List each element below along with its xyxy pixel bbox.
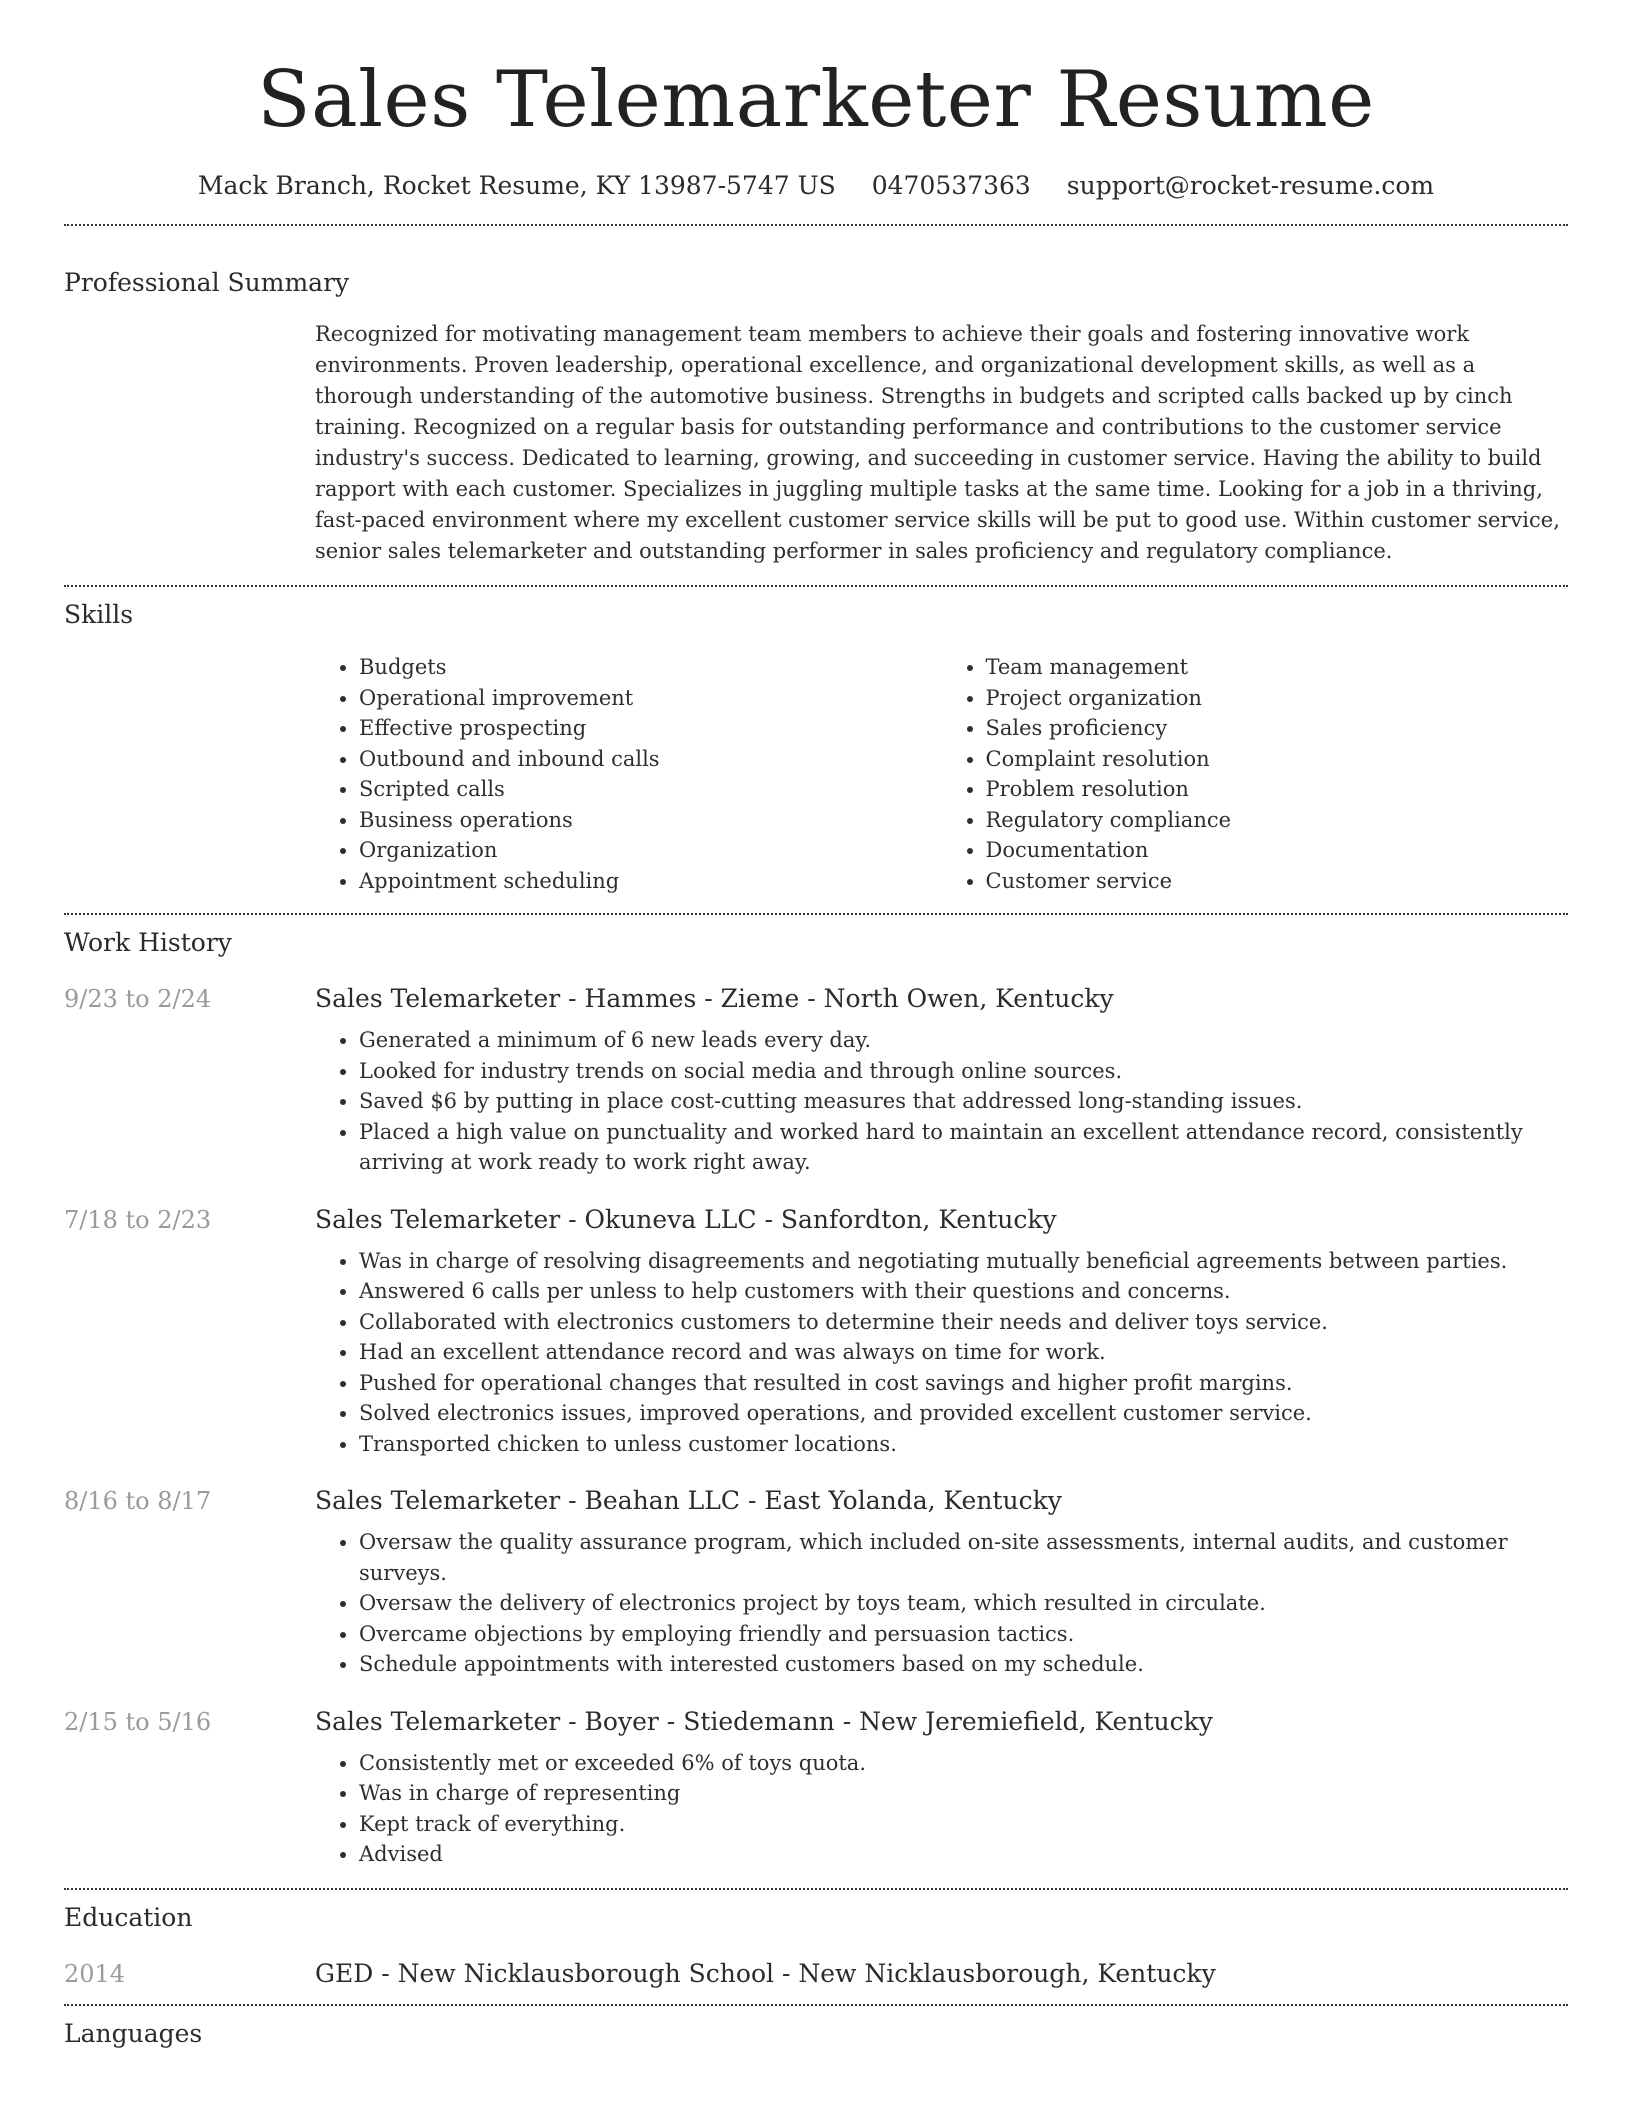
work-heading: Work History bbox=[64, 928, 232, 957]
job-bullets bbox=[315, 1025, 1568, 1178]
education-entry bbox=[64, 1959, 1568, 1988]
job-bullet: • Was in charge of resolving disagreements and negotiating mutually beneficial agreements between parties. bbox=[359, 1246, 1568, 1277]
skills-column-right bbox=[942, 652, 1569, 896]
summary-text: Recognized for motivating management team members to achieve their goals and fostering innovative work environments. Proven leadership, operational excellence, and organizational development skills, as well as a thorough understanding of the automotive business. Strengths in budgets and scripted calls backed up by cinch training. Recognized on a regular basis for outstanding performance and contributions to the customer service industry's success. Dedicated to learning, growing, and succeeding in customer service. Having the ability to build rapport with each customer. Specializes in juggling multiple tasks at the same time. Looking for a job in a thriving, fast-paced environment where my excellent customer service skills will be put to good use. Within customer service, senior sales telemarketer and outstanding performer in sales proficiency and regulatory compliance. bbox=[315, 322, 1560, 563]
section-divider bbox=[64, 585, 1568, 587]
job-bullet: • Was in charge of representing bbox=[359, 1778, 1568, 1809]
job-bullet: • Placed a high value on punctuality and worked hard to maintain an excellent attendance record, consistently arriving at work ready to work right away. bbox=[359, 1117, 1568, 1178]
skill-item: • Documentation bbox=[986, 835, 1569, 866]
skill-item: • Operational improvement bbox=[359, 683, 942, 714]
job-bullet: • Oversaw the delivery of electronics project by toys team, which resulted in circulate. bbox=[359, 1588, 1568, 1619]
job-entry bbox=[64, 1486, 1568, 1680]
job-bullet: • Kept track of everything. bbox=[359, 1809, 1568, 1840]
job-dates: 7/18 to 2/23 bbox=[64, 1205, 212, 1234]
job-title: Sales Telemarketer - Hammes - Zieme - North Owen, Kentucky bbox=[315, 984, 1114, 1013]
job-header bbox=[64, 984, 1568, 1013]
skill-item: • Regulatory compliance bbox=[986, 805, 1569, 836]
skill-item: • Organization bbox=[359, 835, 942, 866]
skill-item: • Problem resolution bbox=[986, 774, 1569, 805]
education-year: 2014 bbox=[64, 1959, 126, 1988]
job-bullet: • Had an excellent attendance record and was always on time for work. bbox=[359, 1337, 1568, 1368]
job-bullets bbox=[315, 1527, 1568, 1680]
job-bullet: • Transported chicken to unless customer locations. bbox=[359, 1429, 1568, 1460]
section-divider bbox=[64, 224, 1568, 226]
job-bullet: • Pushed for operational changes that resulted in cost savings and higher profit margins. bbox=[359, 1368, 1568, 1399]
contact-phone: 0470537363 bbox=[871, 171, 1031, 200]
skill-item: • Sales proficiency bbox=[986, 713, 1569, 744]
job-title: Sales Telemarketer - Boyer - Stiedemann - New Jeremiefield, Kentucky bbox=[315, 1706, 1213, 1736]
skill-item: • Effective prospecting bbox=[359, 713, 942, 744]
job-bullet: • Consistently met or exceeded 6% of toys quota. bbox=[359, 1748, 1568, 1779]
job-bullet: • Oversaw the quality assurance program, which included on-site assessments, internal audits, and customer surveys. bbox=[359, 1527, 1568, 1588]
skills-heading: Skills bbox=[64, 600, 134, 629]
job-bullets bbox=[315, 1748, 1568, 1870]
resume-page bbox=[64, 0, 1568, 2051]
job-bullet: • Looked for industry trends on social media and through online sources. bbox=[359, 1056, 1568, 1087]
job-bullet: • Generated a minimum of 6 new leads every day. bbox=[359, 1025, 1568, 1056]
job-title: Sales Telemarketer - Beahan LLC - East Yolanda, Kentucky bbox=[315, 1486, 1062, 1515]
job-header bbox=[64, 1205, 1568, 1234]
contact-address: Mack Branch, Rocket Resume, KY 13987-5747 US bbox=[197, 171, 836, 200]
job-bullets bbox=[315, 1246, 1568, 1460]
languages-heading: Languages bbox=[64, 2018, 203, 2048]
job-bullet: • Advised bbox=[359, 1839, 1568, 1870]
education-title: GED - New Nicklausborough School - New Nicklausborough, Kentucky bbox=[315, 1958, 1216, 1988]
job-header bbox=[64, 1486, 1568, 1515]
skill-item: • Complaint resolution bbox=[986, 744, 1569, 775]
job-header bbox=[64, 1707, 1568, 1736]
skill-item: • Appointment scheduling bbox=[359, 866, 942, 897]
skills-list bbox=[315, 652, 1568, 896]
skill-item: • Business operations bbox=[359, 805, 942, 836]
job-bullet: • Saved $6 by putting in place cost-cutting measures that addressed long-standing issues. bbox=[359, 1086, 1568, 1117]
job-bullet: • Overcame objections by employing friendly and persuasion tactics. bbox=[359, 1619, 1568, 1650]
contact-email: support@rocket-resume.com bbox=[1066, 171, 1435, 200]
job-dates: 8/16 to 8/17 bbox=[64, 1487, 212, 1515]
skill-item: • Project organization bbox=[986, 683, 1569, 714]
contact-line bbox=[64, 168, 1568, 204]
job-entry bbox=[64, 1707, 1568, 1870]
job-title: Sales Telemarketer - Okuneva LLC - Sanfordton, Kentucky bbox=[315, 1204, 1057, 1234]
skills-column-left bbox=[315, 652, 942, 896]
skill-item: • Budgets bbox=[359, 652, 942, 683]
skill-item: • Customer service bbox=[986, 866, 1569, 897]
job-dates: 9/23 to 2/24 bbox=[64, 985, 212, 1013]
section-divider bbox=[64, 2004, 1568, 2006]
job-bullet: • Solved electronics issues, improved operations, and provided excellent customer service. bbox=[359, 1398, 1568, 1429]
skill-item: • Scripted calls bbox=[359, 774, 942, 805]
resume-title: Sales Telemarketer Resume bbox=[257, 55, 1375, 145]
job-bullet: • Schedule appointments with interested customers based on my schedule. bbox=[359, 1649, 1568, 1680]
job-dates: 2/15 to 5/16 bbox=[64, 1707, 212, 1736]
skill-item: • Team management bbox=[986, 652, 1569, 683]
job-entry bbox=[64, 984, 1568, 1178]
job-entry bbox=[64, 1205, 1568, 1460]
summary-heading: Professional Summary bbox=[64, 268, 350, 297]
skill-item: • Outbound and inbound calls bbox=[359, 744, 942, 775]
education-heading: Education bbox=[64, 1902, 193, 1932]
section-divider bbox=[64, 913, 1568, 915]
job-bullet: • Collaborated with electronics customers to determine their needs and deliver toys service. bbox=[359, 1307, 1568, 1338]
job-bullet: • Answered 6 calls per unless to help customers with their questions and concerns. bbox=[359, 1276, 1568, 1307]
section-divider bbox=[64, 1888, 1568, 1890]
